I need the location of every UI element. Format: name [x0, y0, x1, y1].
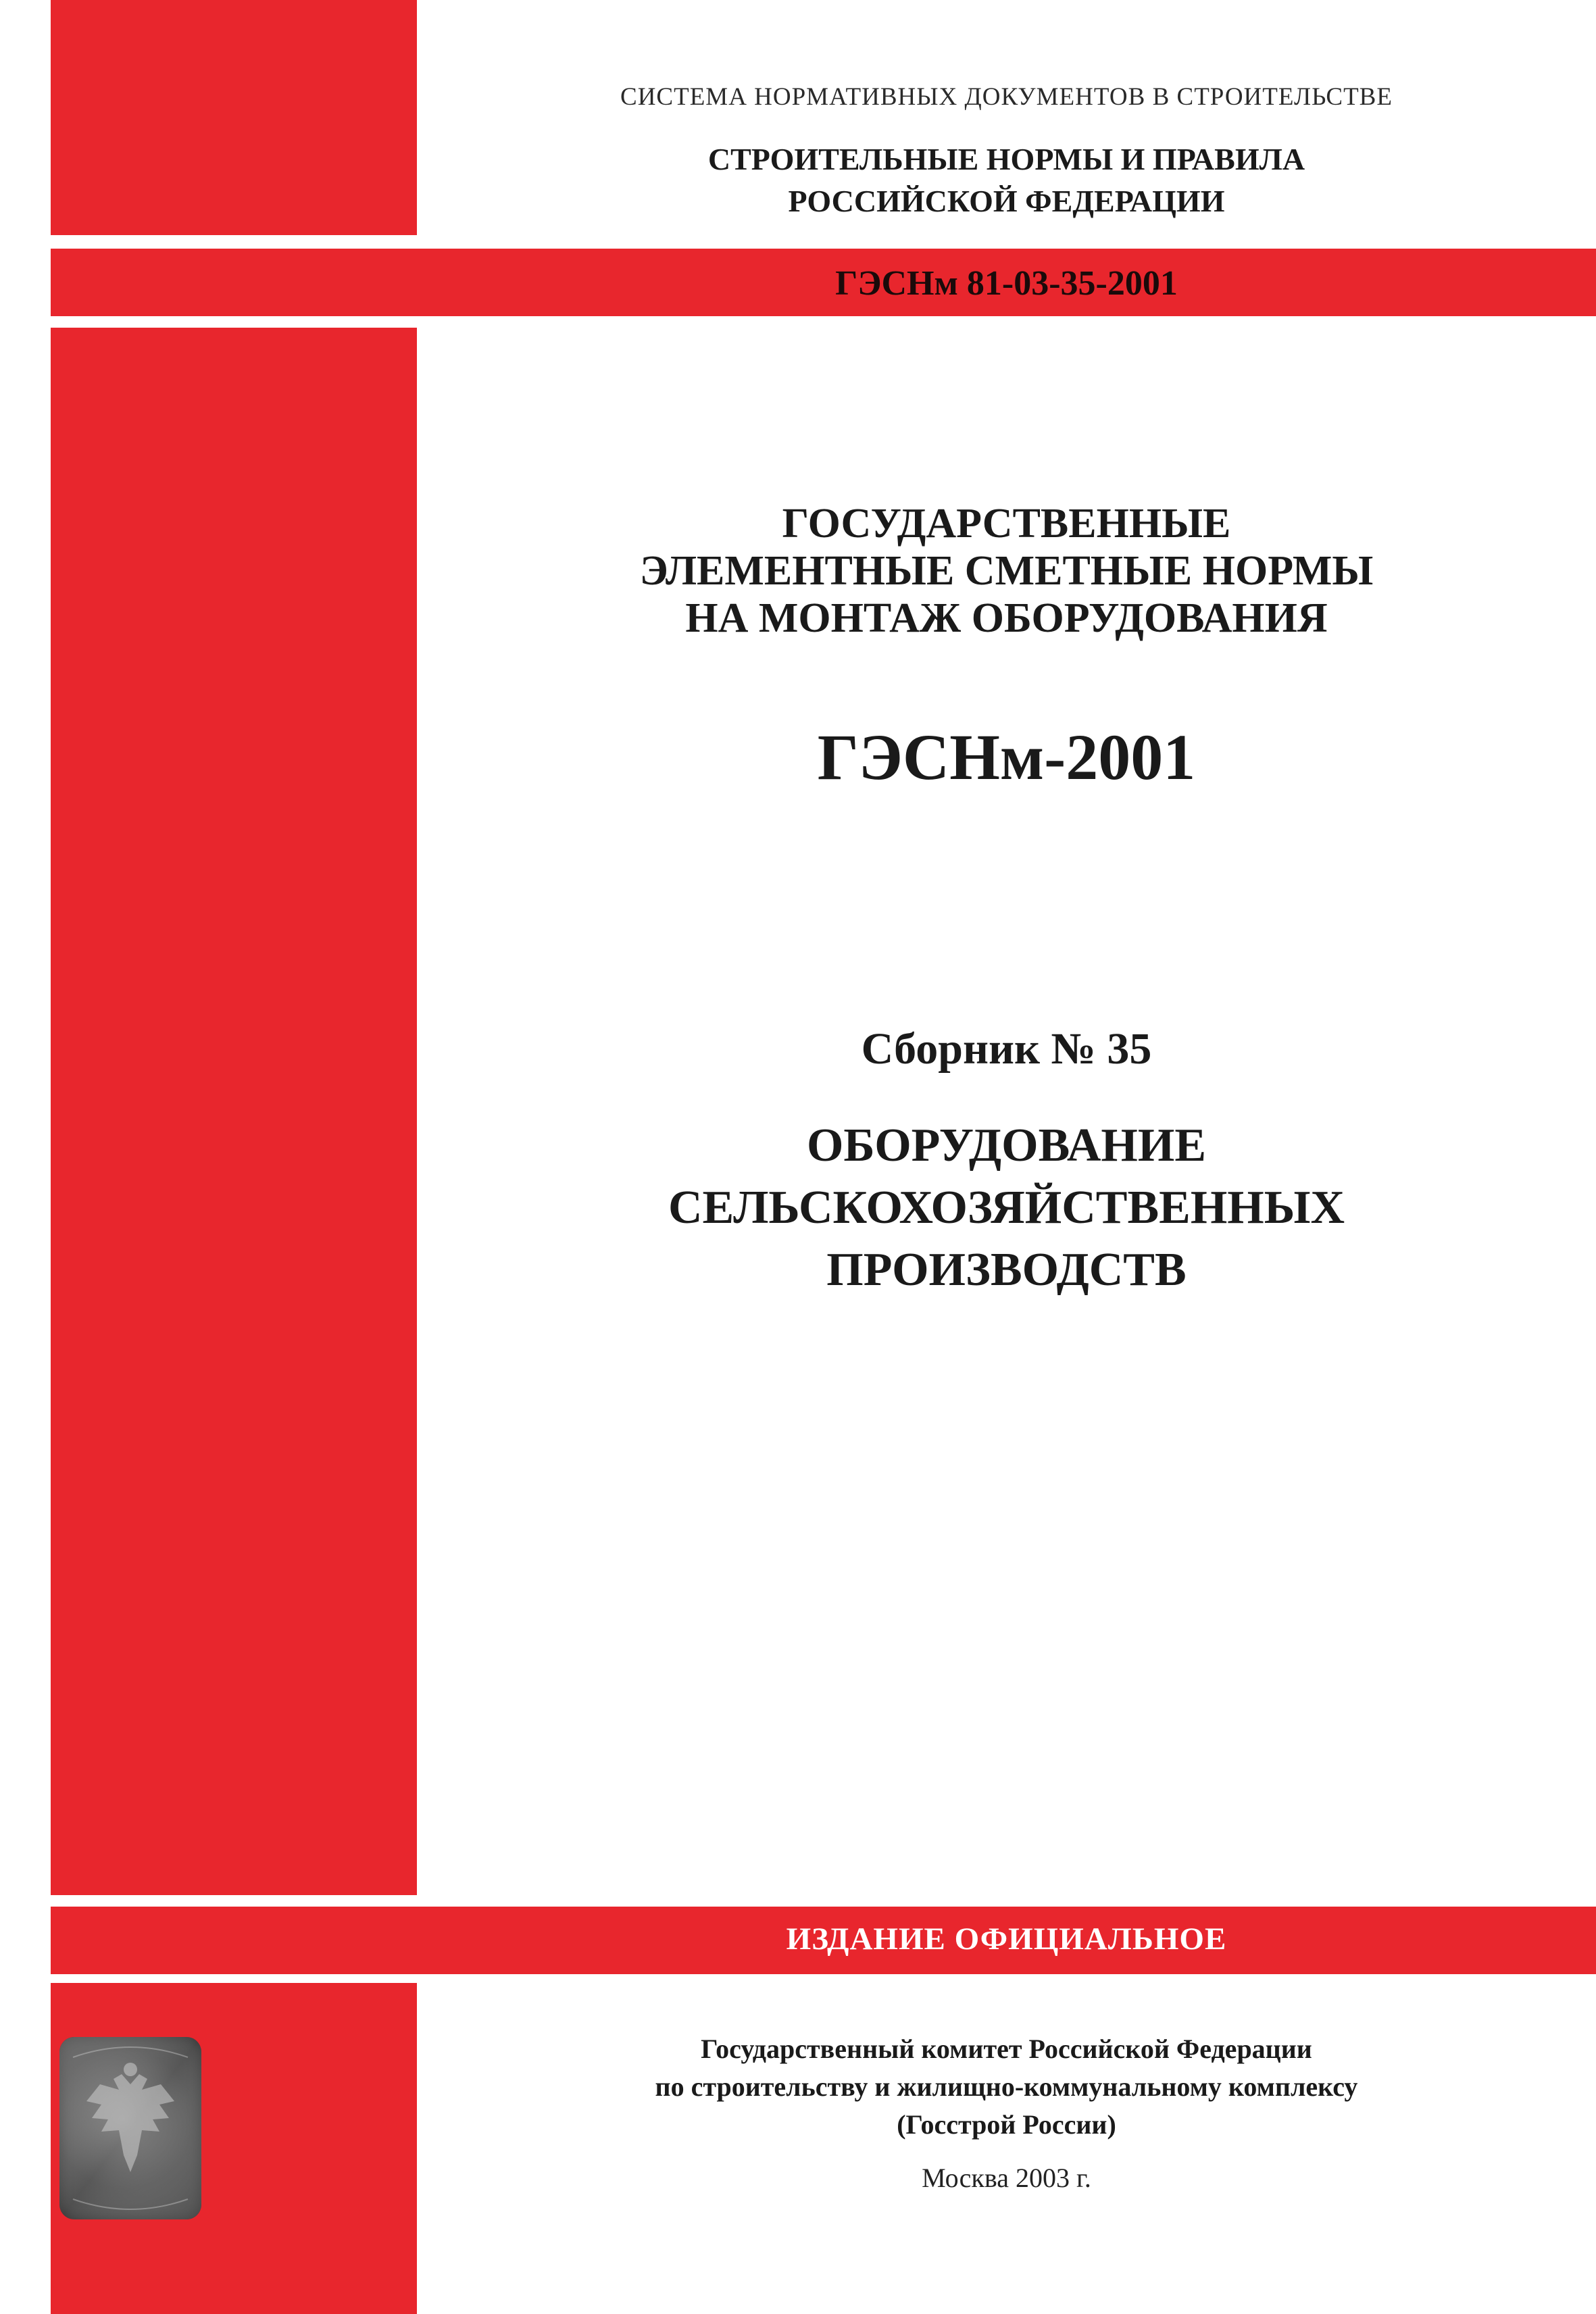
snip-heading-line2: РОССИЙСКОЙ ФЕДЕРАЦИИ	[788, 184, 1225, 218]
document-short-name: ГЭСНм-2001	[817, 721, 1196, 793]
city-year: Москва 2003 г.	[922, 2163, 1091, 2193]
official-edition-label: ИЗДАНИЕ ОФИЦИАЛЬНОЕ	[786, 1921, 1227, 1957]
double-headed-eagle-hologram-icon	[59, 2037, 201, 2219]
series-title: СИСТЕМА НОРМАТИВНЫХ ДОКУМЕНТОВ В СТРОИТЕЛЬСТВЕ	[620, 83, 1393, 111]
collection-subject-line3: ПРОИЗВОДСТВ	[826, 1244, 1187, 1296]
publisher-line2: по строительству и жилищно-коммунальному комплексу	[655, 2071, 1358, 2102]
document-title	[417, 500, 1596, 642]
collection-number: Сборник № 35	[861, 1024, 1152, 1074]
snip-heading	[417, 139, 1596, 222]
collection-subject-line2: СЕЛЬСКОХОЗЯЙСТВЕННЫХ	[668, 1182, 1345, 1234]
red-vertical-strip-top	[51, 0, 417, 235]
document-code: ГЭСНм 81-03-35-2001	[835, 264, 1178, 303]
snip-heading-line1: СТРОИТЕЛЬНЫЕ НОРМЫ И ПРАВИЛА	[707, 142, 1305, 176]
publisher-line3: (Госстрой России)	[897, 2109, 1116, 2140]
publisher	[417, 2030, 1596, 2144]
document-title-line2: ЭЛЕМЕНТНЫЕ СМЕТНЫЕ НОРМЫ	[639, 548, 1374, 594]
document-title-line3: НА МОНТАЖ ОБОРУДОВАНИЯ	[685, 595, 1328, 641]
collection-subject	[417, 1115, 1596, 1301]
document-title-line1: ГОСУДАРСТВЕННЫЕ	[782, 501, 1231, 547]
collection-subject-line1: ОБОРУДОВАНИЕ	[806, 1120, 1207, 1172]
red-vertical-strip-middle	[51, 328, 417, 1895]
publisher-line1: Государственный комитет Российской Федерации	[701, 2034, 1312, 2064]
